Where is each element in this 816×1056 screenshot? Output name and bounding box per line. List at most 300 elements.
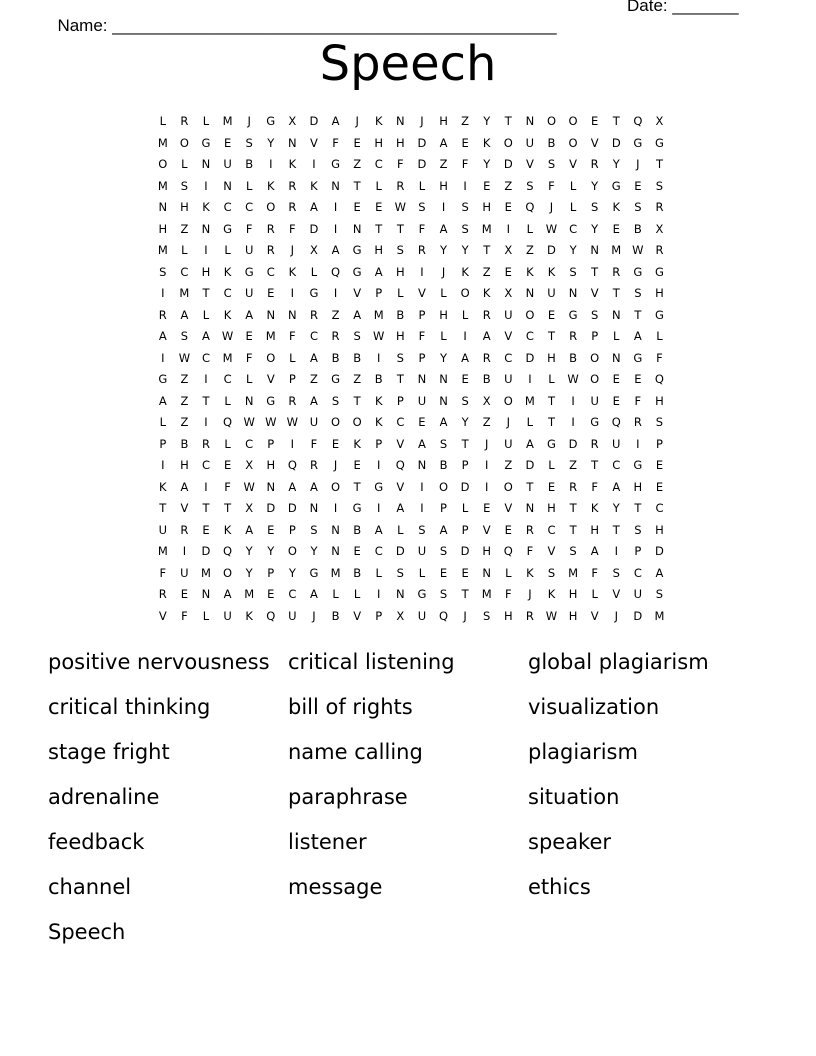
grid-letter: E (612, 221, 620, 236)
grid-letter: S (612, 565, 620, 580)
grid-letter: R (396, 178, 405, 193)
grid-letter: Z (353, 372, 362, 386)
grid-letter: L (591, 587, 598, 601)
grid-letter: U (244, 243, 254, 257)
grid-letter: H (503, 608, 513, 623)
grid-letter: A (288, 479, 297, 494)
grid-letter: F (289, 329, 296, 343)
grid-letter: S (591, 307, 599, 322)
grid-row (152, 498, 672, 520)
grid-letter: S (245, 135, 253, 150)
grid-row (152, 240, 672, 262)
grid-letter: U (504, 436, 513, 451)
grid-letter: I (204, 178, 208, 193)
grid-letter: I (506, 221, 510, 236)
grid-letter: G (223, 221, 233, 236)
grid-letter: M (244, 587, 255, 601)
grid-letter: I (441, 200, 446, 214)
grid-row (152, 348, 672, 370)
grid-letter: C (223, 286, 232, 300)
grid-letter: D (633, 608, 643, 623)
grid-letter: T (224, 501, 232, 515)
grid-letter: R (417, 243, 426, 257)
grid-letter: B (331, 350, 340, 365)
grid-letter: T (612, 522, 620, 537)
grid-letter: Y (591, 178, 599, 193)
grid-letter: Y (245, 565, 253, 580)
word-bank-item: Speech (48, 920, 126, 944)
grid-letter: P (375, 436, 383, 451)
grid-letter: H (374, 243, 384, 257)
grid-letter: S (396, 565, 404, 580)
grid-letter: V (525, 157, 534, 171)
grid-letter: K (547, 264, 556, 279)
grid-letter: P (634, 544, 642, 558)
grid-letter: H (266, 458, 276, 472)
grid-letter: N (309, 501, 319, 515)
grid-letter: R (201, 436, 210, 451)
grid-letter: K (245, 608, 253, 623)
grid-row (152, 326, 672, 348)
grid-letter: P (375, 608, 383, 623)
grid-letter: C (245, 436, 254, 451)
grid-letter: O (287, 544, 297, 558)
grid-letter: C (288, 587, 297, 601)
grid-letter: Y (267, 544, 275, 558)
grid-letter: A (439, 135, 448, 150)
grid-letter: R (590, 436, 599, 451)
grid-letter: S (461, 221, 469, 236)
grid-letter: L (310, 264, 318, 279)
grid-letter: B (396, 307, 405, 322)
grid-letter: H (482, 200, 492, 214)
grid-letter: Y (569, 243, 577, 257)
grid-letter: C (201, 350, 210, 365)
grid-letter: G (309, 286, 319, 300)
grid-letter: E (331, 436, 340, 451)
grid-letter: G (266, 114, 276, 128)
grid-letter: S (439, 587, 448, 601)
grid-letter: H (180, 458, 189, 472)
grid-row (152, 111, 672, 133)
grid-letter: P (396, 393, 404, 408)
grid-letter: R (655, 243, 664, 257)
grid-letter: X (245, 501, 254, 515)
grid-letter: A (461, 350, 470, 365)
word-bank (48, 640, 788, 955)
grid-row (152, 369, 672, 391)
grid-letter: E (223, 458, 232, 472)
grid-letter: N (201, 587, 211, 601)
grid-letter: W (286, 415, 299, 429)
grid-row (152, 262, 672, 284)
grid-letter: B (353, 565, 362, 580)
grid-letter: E (504, 522, 512, 537)
grid-letter: V (547, 544, 556, 558)
grid-letter: J (420, 114, 424, 128)
grid-letter: T (569, 501, 577, 515)
grid-letter: S (461, 200, 469, 214)
grid-letter: N (223, 178, 232, 193)
grid-letter: I (312, 157, 316, 171)
grid-letter: T (612, 114, 620, 128)
grid-letter: S (483, 608, 491, 623)
grid-letter: G (633, 264, 643, 279)
word-bank-item: name calling (288, 740, 423, 764)
word-bank-item: global plagiarism (528, 650, 709, 674)
grid-letter: M (157, 178, 168, 193)
grid-letter: X (288, 114, 297, 128)
grid-letter: P (267, 436, 275, 451)
grid-letter: B (180, 436, 189, 451)
grid-letter: S (439, 436, 448, 451)
grid-letter: H (180, 200, 189, 214)
grid-letter: V (482, 522, 491, 537)
grid-letter: S (331, 393, 340, 408)
grid-letter: B (245, 157, 254, 171)
name-field[interactable]: Name: _______________________________________________ (57, 16, 557, 35)
grid-letter: W (545, 221, 558, 236)
grid-letter: V (417, 286, 426, 300)
grid-letter: N (525, 114, 535, 128)
grid-letter: I (377, 501, 381, 515)
grid-letter: V (590, 608, 599, 623)
grid-letter: H (655, 286, 664, 300)
grid-letter: Z (180, 393, 189, 408)
grid-letter: Y (245, 544, 253, 558)
word-bank-item: situation (528, 785, 620, 809)
grid-letter: L (418, 565, 426, 580)
grid-letter: Q (525, 200, 535, 214)
grid-letter: E (612, 372, 620, 386)
grid-letter: L (375, 178, 382, 193)
grid-letter: C (547, 522, 556, 537)
grid-row (152, 283, 672, 305)
grid-letter: E (634, 372, 642, 386)
grid-letter: Q (395, 458, 405, 472)
grid-letter: I (377, 458, 381, 472)
grid-letter: I (204, 243, 208, 257)
grid-letter: T (202, 286, 210, 300)
grid-letter: C (309, 329, 318, 343)
grid-letter: F (418, 221, 426, 236)
grid-letter: S (439, 544, 448, 558)
grid-letter: N (482, 565, 491, 580)
grid-letter: R (180, 114, 189, 128)
grid-letter: G (417, 587, 427, 601)
grid-letter: O (590, 372, 600, 386)
grid-letter: O (331, 415, 341, 429)
grid-letter: V (396, 479, 405, 494)
grid-letter: Q (223, 415, 233, 429)
grid-letter: A (245, 522, 254, 537)
grid-letter: Q (503, 544, 513, 558)
grid-row (152, 154, 672, 176)
grid-letter: T (547, 329, 555, 343)
grid-letter: H (396, 264, 405, 279)
grid-letter: E (353, 135, 361, 150)
grid-letter: N (396, 114, 405, 128)
grid-letter: H (396, 329, 405, 343)
grid-letter: A (439, 221, 448, 236)
grid-letter: A (310, 393, 318, 408)
grid-letter: Z (439, 157, 448, 171)
grid-letter: J (290, 243, 295, 257)
word-bank-item: positive nervousness (48, 650, 270, 674)
grid-letter: H (547, 350, 556, 365)
grid-letter: U (223, 157, 232, 171)
grid-letter: E (634, 178, 642, 193)
grid-letter: G (611, 178, 621, 193)
grid-letter: R (525, 522, 534, 537)
grid-letter: G (352, 243, 362, 257)
grid-letter: U (525, 135, 535, 150)
grid-letter: H (439, 114, 448, 128)
grid-letter: K (266, 178, 275, 193)
grid-letter: D (309, 221, 319, 236)
grid-letter: D (460, 479, 470, 494)
grid-letter: L (245, 178, 253, 193)
grid-letter: N (288, 307, 297, 322)
grid-letter: I (636, 436, 640, 451)
grid-letter: N (568, 286, 578, 300)
grid-letter: D (309, 114, 319, 128)
grid-letter: G (244, 264, 254, 279)
grid-letter: Q (331, 264, 341, 279)
grid-letter: A (439, 415, 448, 429)
grid-letter: C (633, 565, 642, 580)
grid-letter: D (266, 501, 276, 515)
grid-letter: A (245, 307, 254, 322)
grid-letter: R (612, 264, 621, 279)
grid-letter: T (396, 372, 404, 386)
grid-letter: F (159, 565, 167, 580)
grid-letter: A (158, 329, 167, 343)
grid-letter: L (397, 286, 404, 300)
grid-letter: K (374, 114, 383, 128)
grid-letter: X (655, 114, 664, 128)
grid-letter: U (223, 608, 232, 623)
grid-letter: I (161, 350, 165, 365)
grid-letter: J (333, 458, 338, 472)
grid-letter: G (547, 436, 556, 451)
grid-letter: S (396, 350, 404, 365)
grid-letter: J (549, 200, 554, 214)
grid-letter: L (181, 243, 188, 257)
grid-letter: X (396, 608, 405, 623)
grid-letter: Y (612, 157, 620, 171)
grid-letter: G (590, 415, 600, 429)
grid-letter: M (373, 307, 384, 322)
grid-letter: O (525, 307, 535, 322)
grid-letter: D (460, 544, 470, 558)
grid-letter: E (612, 393, 620, 408)
grid-letter: M (157, 243, 168, 257)
grid-letter: S (634, 286, 642, 300)
grid-letter: L (202, 114, 210, 128)
word-bank-item: channel (48, 875, 132, 899)
grid-letter: D (503, 157, 513, 171)
grid-letter: G (654, 135, 664, 150)
grid-letter: L (202, 608, 210, 623)
grid-letter: W (243, 415, 255, 429)
grid-letter: C (245, 200, 254, 214)
grid-letter: Z (504, 458, 513, 472)
grid-letter: I (182, 544, 187, 558)
grid-letter: L (159, 114, 166, 128)
grid-letter: O (503, 135, 513, 150)
grid-letter: F (504, 587, 512, 601)
grid-letter: R (309, 458, 318, 472)
grid-letter: O (352, 415, 362, 429)
grid-letter: I (485, 458, 489, 472)
grid-row (152, 197, 672, 219)
grid-letter: A (331, 243, 340, 257)
grid-letter: F (245, 221, 253, 236)
grid-letter: E (202, 522, 210, 537)
grid-letter: S (418, 522, 426, 537)
grid-row (152, 434, 672, 456)
grid-letter: R (633, 415, 642, 429)
grid-letter: R (158, 587, 167, 601)
grid-letter: Y (483, 114, 491, 128)
grid-letter: D (655, 544, 664, 558)
grid-letter: V (353, 608, 362, 623)
grid-letter: I (204, 479, 208, 494)
grid-letter: E (655, 458, 664, 472)
grid-letter: X (245, 458, 254, 472)
grid-letter: O (223, 565, 233, 580)
grid-letter: E (267, 286, 275, 300)
grid-letter: O (266, 200, 276, 214)
grid-letter: F (310, 436, 318, 451)
grid-letter: I (377, 350, 381, 365)
grid-letter: R (288, 393, 297, 408)
grid-letter: C (223, 200, 232, 214)
grid-letter: V (569, 157, 578, 171)
grid-letter: D (287, 501, 297, 515)
grid-letter: L (159, 415, 166, 429)
word-bank-item: message (288, 875, 383, 899)
grid-letter: T (591, 458, 599, 472)
grid-letter: W (567, 372, 579, 386)
grid-letter: T (353, 393, 361, 408)
grid-letter: Y (591, 221, 599, 236)
grid-letter: K (288, 157, 297, 171)
grid-letter: R (569, 329, 578, 343)
grid-letter: T (461, 436, 469, 451)
grid-letter: I (333, 501, 338, 515)
grid-letter: M (157, 135, 168, 150)
grid-letter: W (632, 243, 644, 257)
grid-letter: Z (180, 372, 189, 386)
grid-letter: L (440, 286, 447, 300)
grid-letter: G (158, 372, 168, 386)
grid-letter: I (333, 221, 338, 236)
grid-letter: L (505, 565, 512, 580)
grid-letter: L (418, 178, 426, 193)
grid-letter: A (223, 587, 232, 601)
grid-letter: L (224, 243, 231, 257)
grid-letter: E (439, 565, 448, 580)
grid-letter: F (397, 157, 404, 171)
grid-letter: D (417, 135, 427, 150)
date-field[interactable]: Date: _______ (627, 0, 739, 15)
grid-letter: R (266, 221, 275, 236)
grid-letter: G (654, 264, 664, 279)
grid-letter: L (548, 458, 555, 472)
grid-letter: C (655, 501, 664, 515)
grid-letter: I (290, 286, 295, 300)
grid-letter: U (417, 544, 427, 558)
grid-letter: Z (180, 221, 189, 236)
grid-letter: G (568, 307, 578, 322)
grid-letter: R (309, 307, 318, 322)
grid-letter: S (655, 178, 664, 193)
grid-letter: G (352, 501, 362, 515)
grid-letter: I (463, 178, 467, 193)
grid-letter: M (222, 350, 233, 365)
grid-letter: C (201, 458, 210, 472)
grid-letter: U (633, 587, 643, 601)
grid-letter: M (654, 608, 665, 623)
grid-letter: E (483, 501, 491, 515)
grid-letter: V (504, 501, 513, 515)
grid-letter: R (158, 307, 167, 322)
grid-letter: Y (267, 135, 275, 150)
grid-letter: B (547, 135, 556, 150)
grid-letter: S (180, 178, 189, 193)
grid-letter: R (482, 350, 491, 365)
grid-letter: H (482, 544, 492, 558)
grid-letter: T (547, 393, 555, 408)
grid-letter: C (180, 264, 189, 279)
grid-letter: M (481, 587, 492, 601)
grid-row (152, 219, 672, 241)
grid-letter: N (417, 372, 427, 386)
grid-letter: P (159, 436, 167, 451)
grid-letter: R (331, 329, 340, 343)
grid-letter: E (353, 544, 361, 558)
grid-letter: K (590, 501, 599, 515)
grid-letter: O (158, 157, 168, 171)
grid-letter: Y (440, 243, 448, 257)
grid-letter: F (289, 221, 296, 236)
grid-letter: H (568, 587, 578, 601)
grid-letter: U (309, 415, 319, 429)
grid-letter: A (374, 264, 383, 279)
grid-letter: I (614, 544, 618, 558)
grid-letter: O (266, 350, 276, 365)
grid-letter: I (420, 264, 424, 279)
grid-letter: Y (288, 565, 296, 580)
grid-letter: L (202, 307, 210, 322)
grid-letter: S (461, 393, 469, 408)
grid-letter: S (396, 243, 404, 257)
grid-letter: U (180, 565, 189, 580)
grid-letter: O (568, 114, 578, 128)
grid-letter: S (310, 522, 318, 537)
grid-letter: C (223, 372, 232, 386)
grid-letter: Z (569, 458, 578, 472)
word-bank-item: ethics (528, 875, 591, 899)
grid-letter: Z (482, 264, 491, 279)
grid-letter: V (158, 608, 167, 623)
grid-letter: G (633, 350, 643, 365)
grid-letter: N (352, 221, 362, 236)
grid-letter: Z (525, 243, 534, 257)
grid-letter: T (569, 522, 577, 537)
